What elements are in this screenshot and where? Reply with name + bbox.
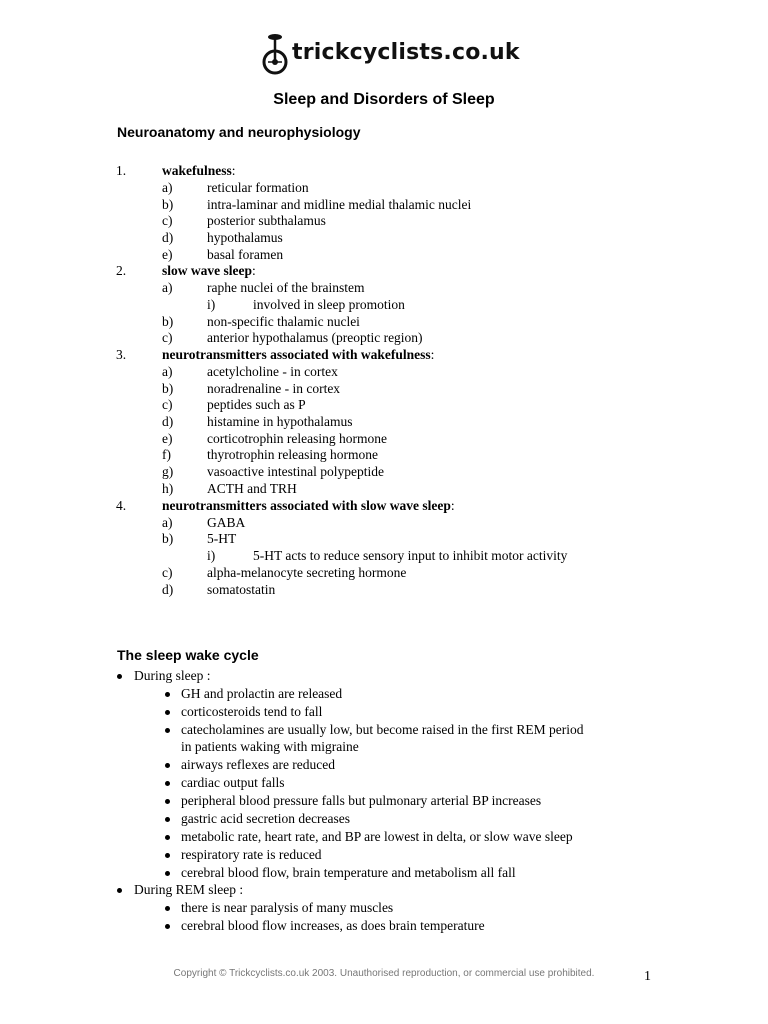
bullet-icon — [165, 799, 170, 804]
item-heading: wakefulness — [162, 163, 232, 178]
item-number: 2. — [116, 263, 127, 278]
bullet-icon — [165, 763, 170, 768]
section-heading-sleep-wake-cycle: The sleep wake cycle — [117, 647, 259, 663]
bullet-icon — [165, 853, 170, 858]
bullet-icon — [165, 924, 170, 929]
item-heading: slow wave sleep — [162, 263, 252, 278]
item-heading: neurotransmitters associated with slow wave sleep — [162, 498, 451, 513]
bullet-icon — [117, 888, 122, 893]
bullet-icon — [165, 781, 170, 786]
site-logo — [262, 30, 522, 80]
item-number: 1. — [116, 163, 127, 178]
bullet-icon — [165, 692, 170, 697]
bullet-icon — [165, 728, 170, 733]
section-heading-neuroanatomy: Neuroanatomy and neurophysiology — [117, 124, 361, 140]
page-title: Sleep and Disorders of Sleep — [273, 91, 495, 108]
page-number: 1 — [644, 969, 651, 984]
bullet-icon — [165, 835, 170, 840]
bullet-icon — [165, 871, 170, 876]
bullet-icon — [165, 817, 170, 822]
item-heading: neurotransmitters associated with wakefulness — [162, 347, 431, 362]
bullet-icon — [165, 710, 170, 715]
item-number: 4. — [116, 498, 127, 513]
logo-text: trickcyclists.co.uk — [292, 40, 520, 65]
bullet-icon — [117, 674, 122, 679]
item-number: 3. — [116, 347, 127, 362]
copyright-footer: Copyright © Trickcyclists.co.uk 2003. Unauthorised reproduction, or commercial use prohibited. — [173, 968, 595, 979]
bullet-icon — [165, 906, 170, 911]
unicycle-icon — [262, 32, 292, 78]
